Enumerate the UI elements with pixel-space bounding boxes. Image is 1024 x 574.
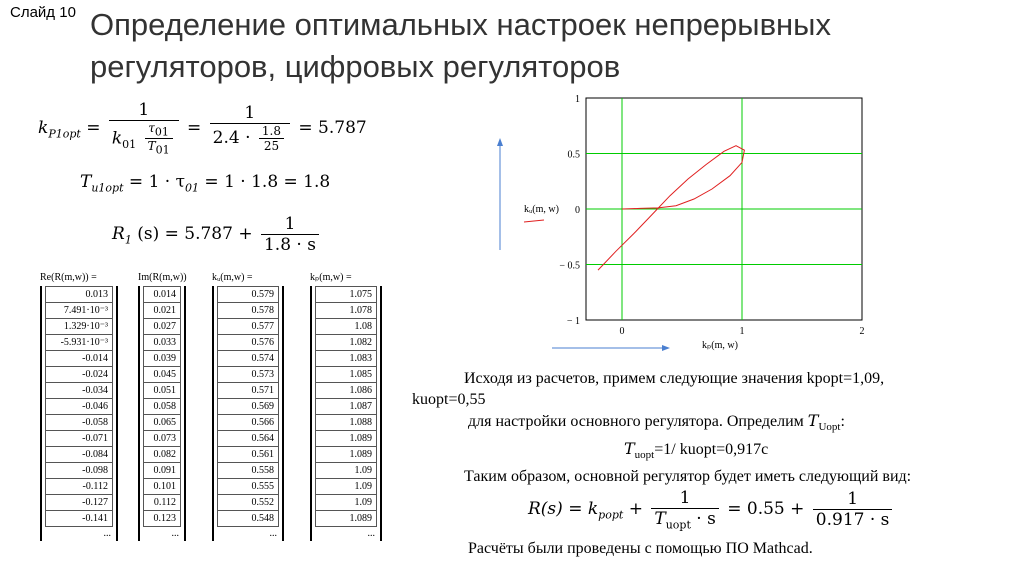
table-kp [310, 270, 382, 541]
table-cell: 1.09 [315, 495, 377, 511]
table-header: kₚ(m,w) = [310, 272, 352, 283]
table-cell: -5.931·10⁻³ [45, 335, 113, 351]
table-cell: -0.024 [45, 367, 113, 383]
slide-number: Слайд 10 [10, 4, 76, 21]
table-cell: -0.071 [45, 431, 113, 447]
y-tick-label: − 1 [566, 316, 580, 327]
table-cell: 0.013 [45, 286, 113, 303]
table-re [40, 270, 118, 541]
table-cell: 0.548 [217, 511, 279, 527]
table-cell: 1.088 [315, 415, 377, 431]
table-cell: 1.089 [315, 511, 377, 527]
text-line-5: Таким образом, основной регулятор будет иметь следующий вид: [464, 468, 912, 486]
table-cell: 1.329·10⁻³ [45, 319, 113, 335]
tu-formula: $T_{u1opt} = 1 \cdot \tau_{01} = 1 \cdot 1.8 = 1.8$ [80, 172, 331, 195]
table-cell: 0.033 [143, 335, 181, 351]
x-tick-label: 2 [859, 326, 865, 337]
table-cell: -0.141 [45, 511, 113, 527]
table-header: kᵤ(m,w) = [212, 272, 253, 283]
table-cell: 0.561 [217, 447, 279, 463]
r1-formula: $R_1$ (s) = 5.787 + $\frac{1}{1.8 \cdot s}$ [112, 214, 322, 255]
table-cell: 0.573 [217, 367, 279, 383]
table-cell: 0.569 [217, 399, 279, 415]
kp-fraction-1: 1 $k_{01}$ $\frac{\tau 01}{T01}$ [109, 100, 179, 157]
chart-series-curve [598, 146, 744, 270]
table-cell: 7.491·10⁻³ [45, 303, 113, 319]
table-cell: -0.046 [45, 399, 113, 415]
table-more: ... [367, 528, 375, 539]
table-cell: 0.065 [143, 415, 181, 431]
table-cell: 0.123 [143, 511, 181, 527]
mathcad-note: Расчёты были проведены с помощью ПО Mathcad. [468, 540, 813, 557]
table-cell: 1.083 [315, 351, 377, 367]
table-cell: 1.08 [315, 319, 377, 335]
text-line-1: Исходя из расчетов, примем следующие значения kpopt=1,09, [464, 370, 885, 387]
table-cell: 0.014 [143, 286, 181, 303]
table-cell: 0.555 [217, 479, 279, 495]
y-tick-label: 0.5 [567, 149, 580, 161]
table-cell: 0.576 [217, 335, 279, 351]
table-cell: 0.571 [217, 383, 279, 399]
table-cell: 1.089 [315, 447, 377, 463]
table-cell: 1.078 [315, 303, 377, 319]
table-cell: -0.084 [45, 447, 113, 463]
x-tick-label: 1 [739, 326, 745, 337]
slide-title: Определение оптимальных настроек непрерывных регуляторов, цифровых регуляторов [90, 7, 831, 84]
table-cell: -0.112 [45, 479, 113, 495]
table-header: Im(R(m,w)) [138, 272, 187, 283]
table-cell: 1.089 [315, 431, 377, 447]
table-cell: 0.058 [143, 399, 181, 415]
chart-ylegend-line [524, 220, 544, 222]
table-cell: -0.127 [45, 495, 113, 511]
table-cell: -0.058 [45, 415, 113, 431]
table-cell: 1.085 [315, 367, 377, 383]
chart-xlabel: kₚ(m, w) [702, 340, 738, 351]
table-cell: 0.578 [217, 303, 279, 319]
table-cell: 0.574 [217, 351, 279, 367]
kp-formula: $k_{P1opt}$ = 1 $k_{01}$ $\frac{\tau 01}{T01}$ = 1 2.4 · $\frac{1.8}{25}$ = 5.787 [38, 100, 367, 157]
table-cell: -0.098 [45, 463, 113, 479]
table-cell: 0.577 [217, 319, 279, 335]
table-cell: 0.051 [143, 383, 181, 399]
chart-ticks [559, 94, 864, 337]
x-arrow-head [662, 345, 670, 351]
x-tick-label: 0 [619, 326, 625, 337]
y-tick-label: 1 [575, 94, 580, 105]
text-line-4: $T_{uopt}=1/$ kuopt=0,917c [624, 439, 769, 462]
table-cell: 0.039 [143, 351, 181, 367]
table-cell: 0.073 [143, 431, 181, 447]
table-cell: -0.034 [45, 383, 113, 399]
table-cell: -0.014 [45, 351, 113, 367]
table-cell: 1.086 [315, 383, 377, 399]
table-cell: 1.087 [315, 399, 377, 415]
table-cell: 0.558 [217, 463, 279, 479]
table-cell: 0.021 [143, 303, 181, 319]
table-cell: 1.09 [315, 463, 377, 479]
table-cell: 0.579 [217, 286, 279, 303]
table-cell: 1.082 [315, 335, 377, 351]
table-more: ... [171, 528, 179, 539]
y-arrow-head [497, 138, 503, 146]
conclusion-text [412, 368, 1020, 487]
table-cell: 0.112 [143, 495, 181, 511]
kp-lhs: $k_{P1opt}$ [38, 117, 81, 141]
table-im [138, 270, 186, 541]
table-cell: 0.091 [143, 463, 181, 479]
y-tick-label: − 0.5 [559, 260, 580, 272]
rs-formula: $R(s) = k_{popt}$ + $\frac{1}{T_{uopt} \cdot s}$ = 0.55 + $\frac{1}{0.917 \cdot s}$ [528, 488, 895, 531]
chart [490, 90, 880, 362]
table-cell: 0.564 [217, 431, 279, 447]
kp-fraction-2: 1 2.4 · $\frac{1.8}{25}$ [210, 103, 290, 153]
table-ku [212, 270, 284, 541]
text-line-2: kuopt=0,55 [412, 391, 486, 408]
table-cell: 1.075 [315, 286, 377, 303]
table-header: Re(R(m,w)) = [40, 272, 97, 283]
table-cell: 0.566 [217, 415, 279, 431]
table-cell: 1.09 [315, 479, 377, 495]
table-cell: 0.552 [217, 495, 279, 511]
chart-ylabel: kᵤ(m, w) [524, 204, 559, 215]
table-cell: 0.027 [143, 319, 181, 335]
table-cell: 0.082 [143, 447, 181, 463]
table-cell: 0.101 [143, 479, 181, 495]
y-tick-label: 0 [575, 205, 580, 216]
table-more: ... [103, 528, 111, 539]
table-cell: 0.045 [143, 367, 181, 383]
table-more: ... [269, 528, 277, 539]
text-line-3: для настройки основного регулятора. Определим $T_{Uopt}$: [468, 411, 845, 434]
